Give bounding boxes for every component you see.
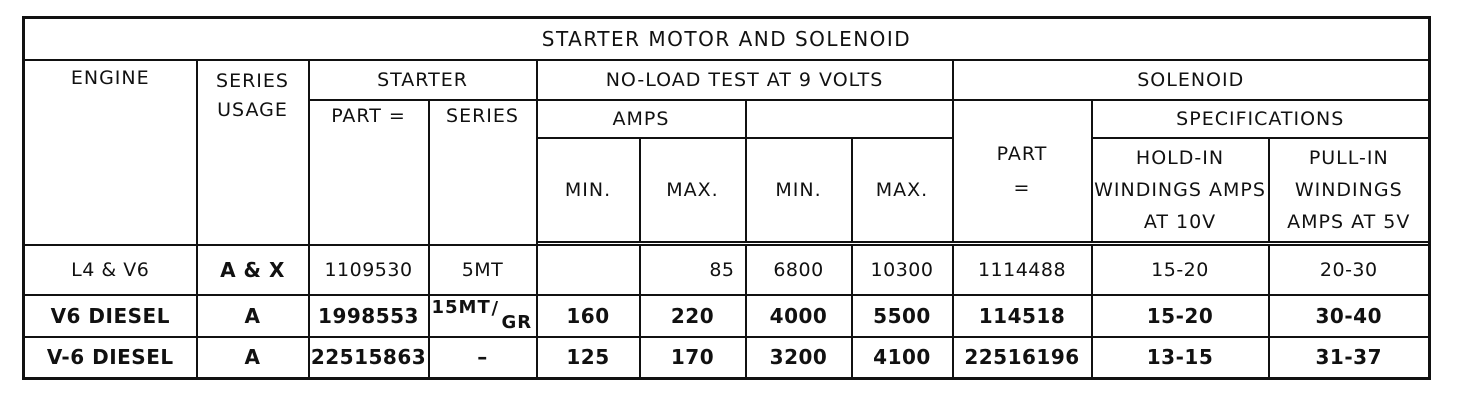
table-row bbox=[24, 245, 1430, 295]
cell-hold-in: 15-20 bbox=[1092, 295, 1269, 337]
cell-amps-max: 220 bbox=[640, 295, 746, 337]
cell-rpm-min: 3200 bbox=[746, 337, 852, 379]
header-series-usage-line1: SERIES bbox=[216, 69, 289, 92]
table-row bbox=[24, 337, 1430, 379]
header-series-usage bbox=[197, 60, 309, 245]
header-engine: ENGINE bbox=[24, 60, 197, 245]
cell-series-usage: A & X bbox=[197, 245, 309, 295]
cell-amps-min: 160 bbox=[537, 295, 640, 337]
cell-rpm-max: 10300 bbox=[852, 245, 953, 295]
cell-pull-in: 30-40 bbox=[1269, 295, 1430, 337]
cell-engine: L4 & V6 bbox=[24, 245, 197, 295]
header-amps-min: MIN. bbox=[537, 138, 640, 242]
header-solenoid-part-line2: = bbox=[1013, 176, 1031, 199]
cell-hold-in: 13-15 bbox=[1092, 337, 1269, 379]
cell-rpm-min: 6800 bbox=[746, 245, 852, 295]
cell-engine: V6 DIESEL bbox=[24, 295, 197, 337]
cell-amps-max: 85 bbox=[640, 245, 746, 295]
cell-rpm-min: 4000 bbox=[746, 295, 852, 337]
cell-amps-min: 125 bbox=[537, 337, 640, 379]
cell-starter-series: – bbox=[429, 337, 537, 379]
cell-starter-series-top: 15MT bbox=[431, 296, 491, 318]
header-rpm-min: MIN. bbox=[746, 138, 852, 242]
cell-starter-series: 5MT bbox=[429, 245, 537, 295]
header-amps: AMPS bbox=[537, 100, 746, 138]
header-starter: STARTER bbox=[309, 60, 537, 100]
header-starter-series: SERIES bbox=[429, 100, 537, 245]
header-hold-in: HOLD-IN WINDINGS AMPS AT 10V bbox=[1092, 138, 1269, 242]
cell-engine: V-6 DIESEL bbox=[24, 337, 197, 379]
cell-rpm-max: 5500 bbox=[852, 295, 953, 337]
cell-series-usage: A bbox=[197, 337, 309, 379]
cell-solenoid-part: 114518 bbox=[953, 295, 1092, 337]
header-solenoid-part bbox=[953, 100, 1092, 242]
cell-starter-series bbox=[429, 295, 537, 337]
cell-solenoid-part: 1114488 bbox=[953, 245, 1092, 295]
header-series-usage-line2: USAGE bbox=[217, 98, 288, 121]
header-no-load-test: NO-LOAD TEST AT 9 VOLTS bbox=[537, 60, 953, 100]
table-row bbox=[24, 295, 1430, 337]
header-pull-in: PULL-IN WINDINGS AMPS AT 5V bbox=[1269, 138, 1430, 242]
cell-pull-in: 31-37 bbox=[1269, 337, 1430, 379]
cell-starter-part: 1998553 bbox=[309, 295, 429, 337]
header-solenoid: SOLENOID bbox=[953, 60, 1430, 100]
header-amps-max: MAX. bbox=[640, 138, 746, 242]
cell-amps-max: 170 bbox=[640, 337, 746, 379]
header-rpm-max: MAX. bbox=[852, 138, 953, 242]
cell-starter-series-bottom: GR bbox=[501, 311, 533, 333]
header-solenoid-part-line1: PART bbox=[996, 142, 1048, 165]
cell-starter-series-slash: / bbox=[491, 297, 500, 319]
cell-hold-in: 15-20 bbox=[1092, 245, 1269, 295]
table-title: STARTER MOTOR AND SOLENOID bbox=[24, 18, 1430, 60]
cell-starter-part: 1109530 bbox=[309, 245, 429, 295]
starter-motor-solenoid-table bbox=[22, 16, 1431, 380]
cell-pull-in: 20-30 bbox=[1269, 245, 1430, 295]
header-blank bbox=[746, 100, 953, 138]
cell-solenoid-part: 22516196 bbox=[953, 337, 1092, 379]
header-specifications: SPECIFICATIONS bbox=[1092, 100, 1430, 138]
cell-rpm-max: 4100 bbox=[852, 337, 953, 379]
cell-amps-min bbox=[537, 245, 640, 295]
header-starter-part: PART = bbox=[309, 100, 429, 245]
cell-series-usage: A bbox=[197, 295, 309, 337]
cell-starter-part: 22515863 bbox=[309, 337, 429, 379]
